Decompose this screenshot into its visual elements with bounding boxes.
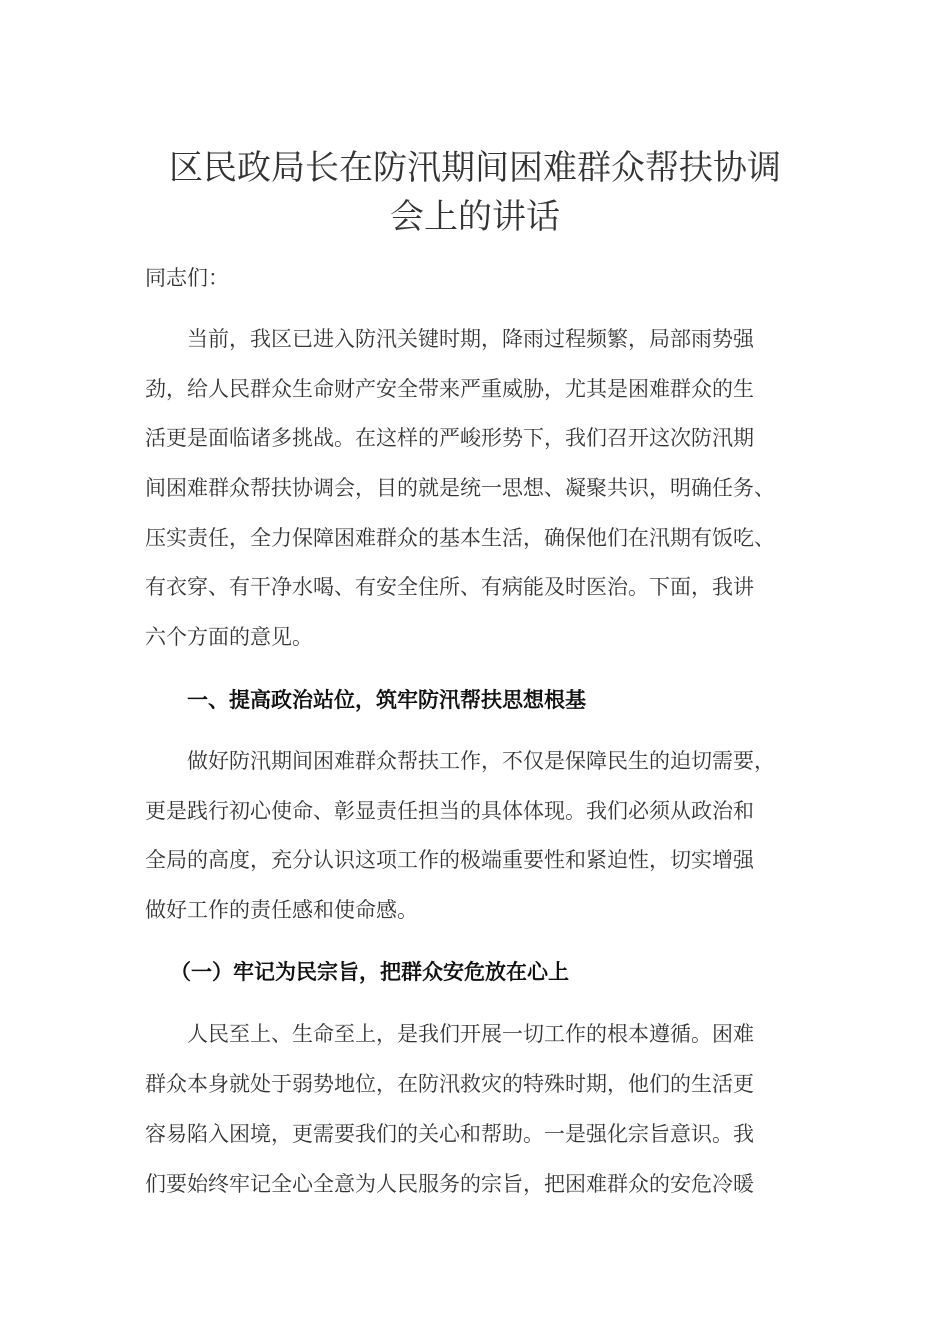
intro-line: 压实责任，全力保障困难群众的基本生活，确保他们在汛期有饭吃、 xyxy=(145,526,775,550)
paragraph-line: 做好工作的责任感和使命感。 xyxy=(145,898,418,922)
section-heading-1: 一、提高政治站位，筑牢防汛帮扶思想根基 xyxy=(187,687,586,712)
paragraph-line: 们要始终牢记全心全意为人民服务的宗旨，把困难群众的安危冷暖 xyxy=(145,1172,754,1196)
document-title-line-2: 会上的讲话 xyxy=(390,197,560,237)
paragraph-line: 人民至上、生命至上，是我们开展一切工作的根本遵循。困难 xyxy=(187,1022,754,1046)
intro-line: 六个方面的意见。 xyxy=(145,625,313,649)
paragraph-line: 做好防汛期间困难群众帮扶工作，不仅是保障民生的迫切需要， xyxy=(187,749,775,773)
paragraph-line: 更是践行初心使命、彰显责任担当的具体体现。我们必须从政治和 xyxy=(145,799,754,823)
subsection-heading-1: （一）牢记为民宗旨，把群众安危放在心上 xyxy=(170,959,569,984)
intro-line: 间困难群众帮扶协调会，目的就是统一思想、凝聚共识，明确任务、 xyxy=(145,476,775,500)
intro-line: 劲，给人民群众生命财产安全带来严重威胁，尤其是困难群众的生 xyxy=(145,377,754,401)
paragraph-line: 群众本身就处于弱势地位，在防汛救灾的特殊时期，他们的生活更 xyxy=(145,1072,754,1096)
intro-line: 活更是面临诸多挑战。在这样的严峻形势下，我们召开这次防汛期 xyxy=(145,426,754,450)
intro-line: 有衣穿、有干净水喝、有安全住所、有病能及时医治。下面，我讲 xyxy=(145,575,754,599)
document-title-line-1: 区民政局长在防汛期间困难群众帮扶协调 xyxy=(169,148,781,188)
greeting: 同志们： xyxy=(145,266,229,290)
intro-line: 当前，我区已进入防汛关键时期，降雨过程频繁，局部雨势强 xyxy=(187,327,754,351)
paragraph-line: 容易陷入困境，更需要我们的关心和帮助。一是强化宗旨意识。我 xyxy=(145,1122,754,1146)
paragraph-line: 全局的高度，充分认识这项工作的极端重要性和紧迫性，切实增强 xyxy=(145,848,754,872)
